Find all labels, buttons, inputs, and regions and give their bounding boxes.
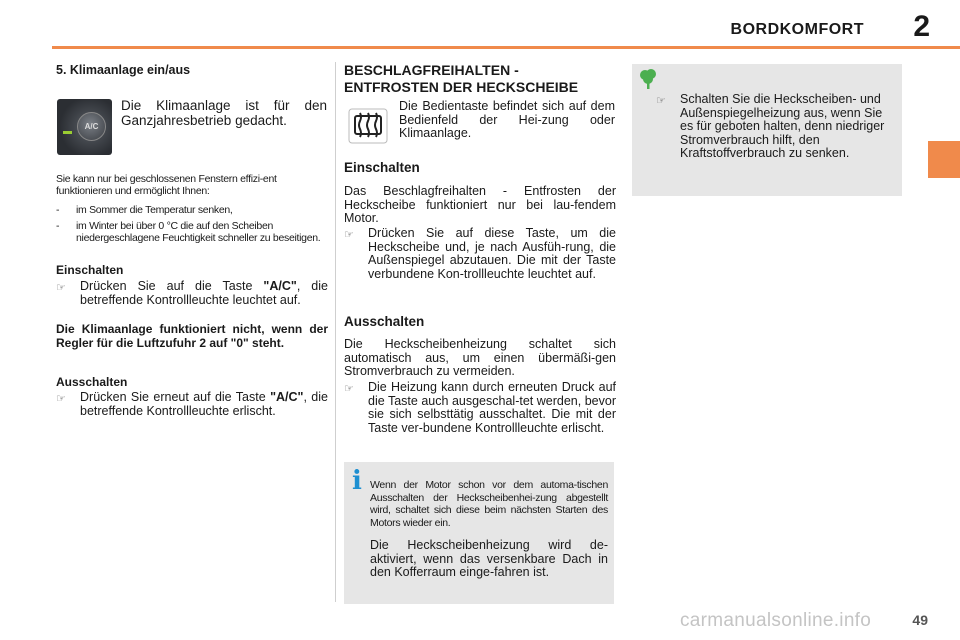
eco-bullet: ☞ Schalten Sie die Heckscheiben- und Außenspiegelheizung aus, wenn Sie es für geboten halten, denn niedriger Stromverbrauch hilft, den Kraftstoffverbrauch zu senken. <box>656 92 885 160</box>
defrost-on-intro: Das Beschlagfreihalten - Entfrosten der Heckscheibe funktioniert nur bei lau-fendem Motor. <box>344 184 616 225</box>
page-number: 49 <box>912 612 928 628</box>
defrost-icon-caption: Die Bedientaste befindet sich auf dem Bedienfeld der Hei-zung oder Klimaanlage. <box>399 99 615 140</box>
hand-pointer-icon: ☞ <box>344 383 354 395</box>
dash-item: - im Sommer die Temperatur senken, <box>56 204 233 216</box>
info-small-text: Wenn der Motor schon vor dem automa-tischen Ausschalten der Heckscheibenhei-zung abgestellt wird, schaltet sich diese beim nächsten Starten des Motors wieder ein. <box>370 479 608 529</box>
chapter-title: BORDKOMFORT <box>730 21 864 38</box>
ac-off-bullet: ☞ Drücken Sie erneut auf die Taste "A/C", die betreffende Kontrollleuchte erlischt. <box>56 390 328 418</box>
ac-note: Sie kann nur bei geschlossenen Fenstern effizi-ent funktionieren und ermöglicht Ihnen: <box>56 173 277 197</box>
rear-defrost-icon <box>348 108 388 144</box>
defrost-off-title: Ausschalten <box>344 314 425 329</box>
dash-item: - im Winter bei über 0 °C die auf den Scheiben niedergeschlagene Feuchtigkeit schneller zu beseitigen. <box>56 220 321 244</box>
defrost-on-bullet: ☞ Drücken Sie auf diese Taste, um die Heckscheibe und, je nach Ausfüh-rung, die Außenspiegel abzutauen. Die mit der Taste verbundene Kon-trollleuchte leuchtet auf. <box>344 226 616 281</box>
ac-on-title: Einschalten <box>56 263 124 277</box>
hand-pointer-icon: ☞ <box>56 393 66 405</box>
hand-pointer-icon: ☞ <box>656 95 666 107</box>
ac-intro: Die Klimaanlage ist für den Ganzjahresbetrieb gedacht. <box>121 98 327 128</box>
column-divider <box>335 62 336 602</box>
ac-indicator-led <box>63 131 72 134</box>
hand-pointer-icon: ☞ <box>56 282 66 294</box>
defrost-on-title: Einschalten <box>344 160 420 175</box>
ac-on-bullet: ☞ Drücken Sie auf die Taste "A/C", die betreffende Kontrollleuchte leuchtet auf. <box>56 279 328 307</box>
watermark: carmanualsonline.info <box>680 610 872 631</box>
ac-button-photo <box>57 99 112 155</box>
header-rule <box>52 46 960 49</box>
ac-warning: Die Klimaanlage funktioniert nicht, wenn der Regler für die Luftzufuhr 2 auf "0" steht. <box>56 322 328 350</box>
chapter-number: 2 <box>913 10 930 43</box>
info-icon: i <box>352 466 362 496</box>
eco-tree-icon <box>638 68 658 90</box>
hand-pointer-icon: ☞ <box>344 229 354 241</box>
section-title-ac: 5. Klimaanlage ein/aus <box>56 63 191 77</box>
ac-off-title: Ausschalten <box>56 375 128 389</box>
defrost-off-intro: Die Heckscheibenheizung schaltet sich automatisch aus, um einen übermäßi-gen Stromverbrauch zu vermeiden. <box>344 337 616 378</box>
chapter-side-tab <box>928 141 960 178</box>
defrost-title: BESCHLAGFREIHALTEN - ENTFROSTEN DER HECKSCHEIBE <box>344 62 579 95</box>
info-main-text: Die Heckscheibenheizung wird de-aktiviert, wenn das versenkbare Dach in den Kofferraum einge-fahren ist. <box>370 538 608 579</box>
ac-knob: A/C <box>77 112 106 141</box>
defrost-off-bullet: ☞ Die Heizung kann durch erneuten Druck auf die Taste auch ausgeschal-tet werden, bevor sie sich selbsttätig ausschaltet. Die mit der Taste ver-bundene Kontrollleuchte erlischt. <box>344 380 616 435</box>
